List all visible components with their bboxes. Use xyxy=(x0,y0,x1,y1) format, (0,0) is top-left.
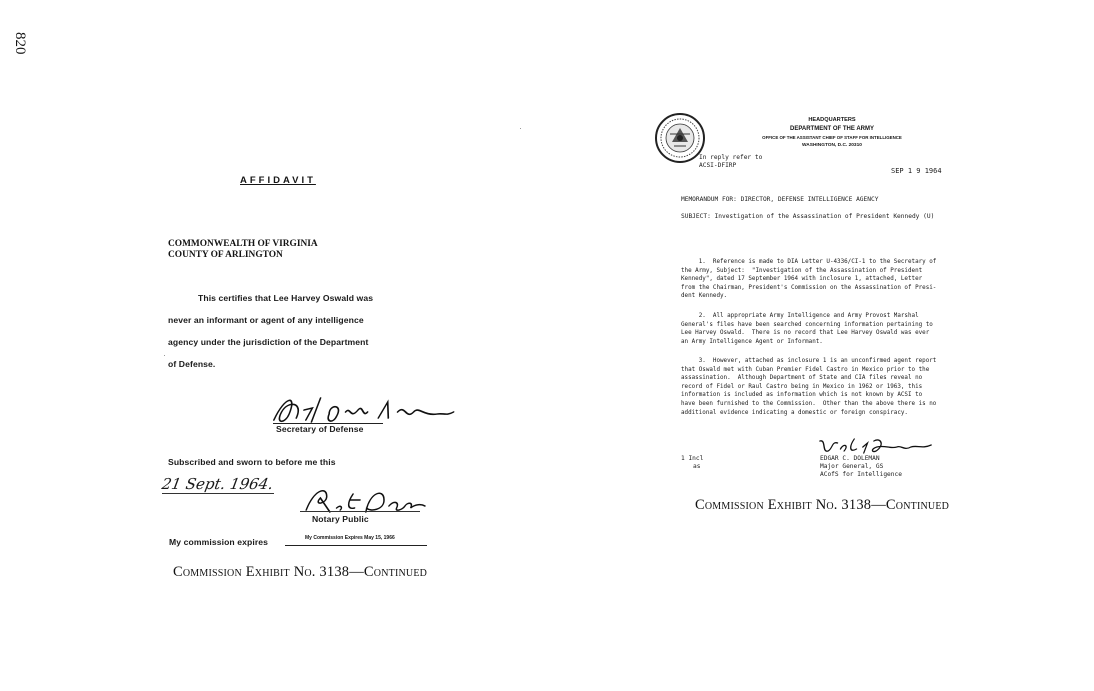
memo-subject-line: SUBJECT: Investigation of the Assassination of President Kennedy (U) xyxy=(681,213,935,220)
reference-code: ACSI-DFIRP xyxy=(699,162,737,169)
scan-speck xyxy=(520,128,521,129)
inclosure-as: as xyxy=(693,463,701,470)
notary-line xyxy=(300,511,420,512)
letterhead-headquarters: HEADQUARTERS xyxy=(808,117,856,123)
exhibit-caption-right: Commission Exhibit No. 3138—Continued xyxy=(695,497,950,513)
commission-expires-line xyxy=(285,545,427,546)
inclosure-count: 1 Incl xyxy=(681,455,704,462)
notary-label: Notary Public xyxy=(312,514,369,524)
doleman-signature xyxy=(813,435,937,457)
commission-expires-label: My commission expires xyxy=(169,537,269,547)
signer-rank: Major General, GS xyxy=(820,463,884,470)
memo-paragraph: 1. Reference is made to DIA Letter U-4336/CI-1 to the Secretary of the Army, Subject: "Investigation of the Assassination of President Kennedy", dated 17 September 1964 with inclosure 1, attached, Letter from the Chairman, President's Commission on the Assassination of Presi- dent Kennedy. xyxy=(681,259,937,300)
letterhead-department: DEPARTMENT OF THE ARMY xyxy=(790,126,874,132)
memo-for-line: MEMORANDUM FOR: DIRECTOR, DEFENSE INTELLIGENCE AGENCY xyxy=(681,196,879,203)
commission-stamp: My Commission Expires May 15, 1966 xyxy=(305,535,395,541)
exhibit-caption-left: Commission Exhibit No. 3138—Continued xyxy=(173,564,428,580)
letterhead-address: WASHINGTON, D.C. 20310 xyxy=(802,143,862,148)
date-line xyxy=(162,493,274,494)
signer-title: ACofS for Intelligence xyxy=(820,471,902,478)
letterhead-office: OFFICE OF THE ASSISTANT CHIEF OF STAFF FOR INTELLIGENCE xyxy=(762,135,902,140)
reply-refer-text: In reply refer to xyxy=(699,154,763,161)
secretary-label: Secretary of Defense xyxy=(276,424,364,434)
affidavit-body-line: of Defense. xyxy=(168,359,216,369)
memo-paragraph: 3. However, attached as inclosure 1 is an unconfirmed agent report that Oswald met with Cuban Premier Fidel Castro in Mexico prior to the assassination. Although Department of State and CIA files reveal no record of Fidel or Raul Castro being in Mexico in 1962 or 1963, this information is included as information which is not known by ACSI to have been furnished to the Commission. Other than the above there is no additional evidence indicating a domestic or foreign conspiracy. xyxy=(681,358,937,416)
affidavit-state: COMMONWEALTH OF VIRGINIA xyxy=(168,239,318,249)
subscribed-text: Subscribed and sworn to before me this xyxy=(168,457,336,467)
page-number: 820 xyxy=(12,32,28,55)
signer-name: EDGAR C. DOLEMAN xyxy=(820,455,880,462)
affidavit-county: COUNTY OF ARLINGTON xyxy=(168,250,283,260)
memo-paragraph: 2. All appropriate Army Intelligence and Army Provost Marshal General's files have been searched concerning information pertaining to Lee Harvey Oswald. There is no record that Lee Harvey Oswald was ever an Army Intelligence Agent or Informant. xyxy=(681,313,933,345)
handwritten-date: 21 Sept. 1964. xyxy=(160,475,275,493)
affidavit-body-line: This certifies that Lee Harvey Oswald was xyxy=(198,293,374,303)
memo-date: SEP 1 9 1964 xyxy=(891,167,942,175)
affidavit-body-line: never an informant or agent of any intelligence xyxy=(168,315,364,325)
scan-speck xyxy=(164,355,165,356)
affidavit-body-line: agency under the jurisdiction of the Department xyxy=(168,337,369,347)
affidavit-title: AFFIDAVIT xyxy=(240,175,316,186)
